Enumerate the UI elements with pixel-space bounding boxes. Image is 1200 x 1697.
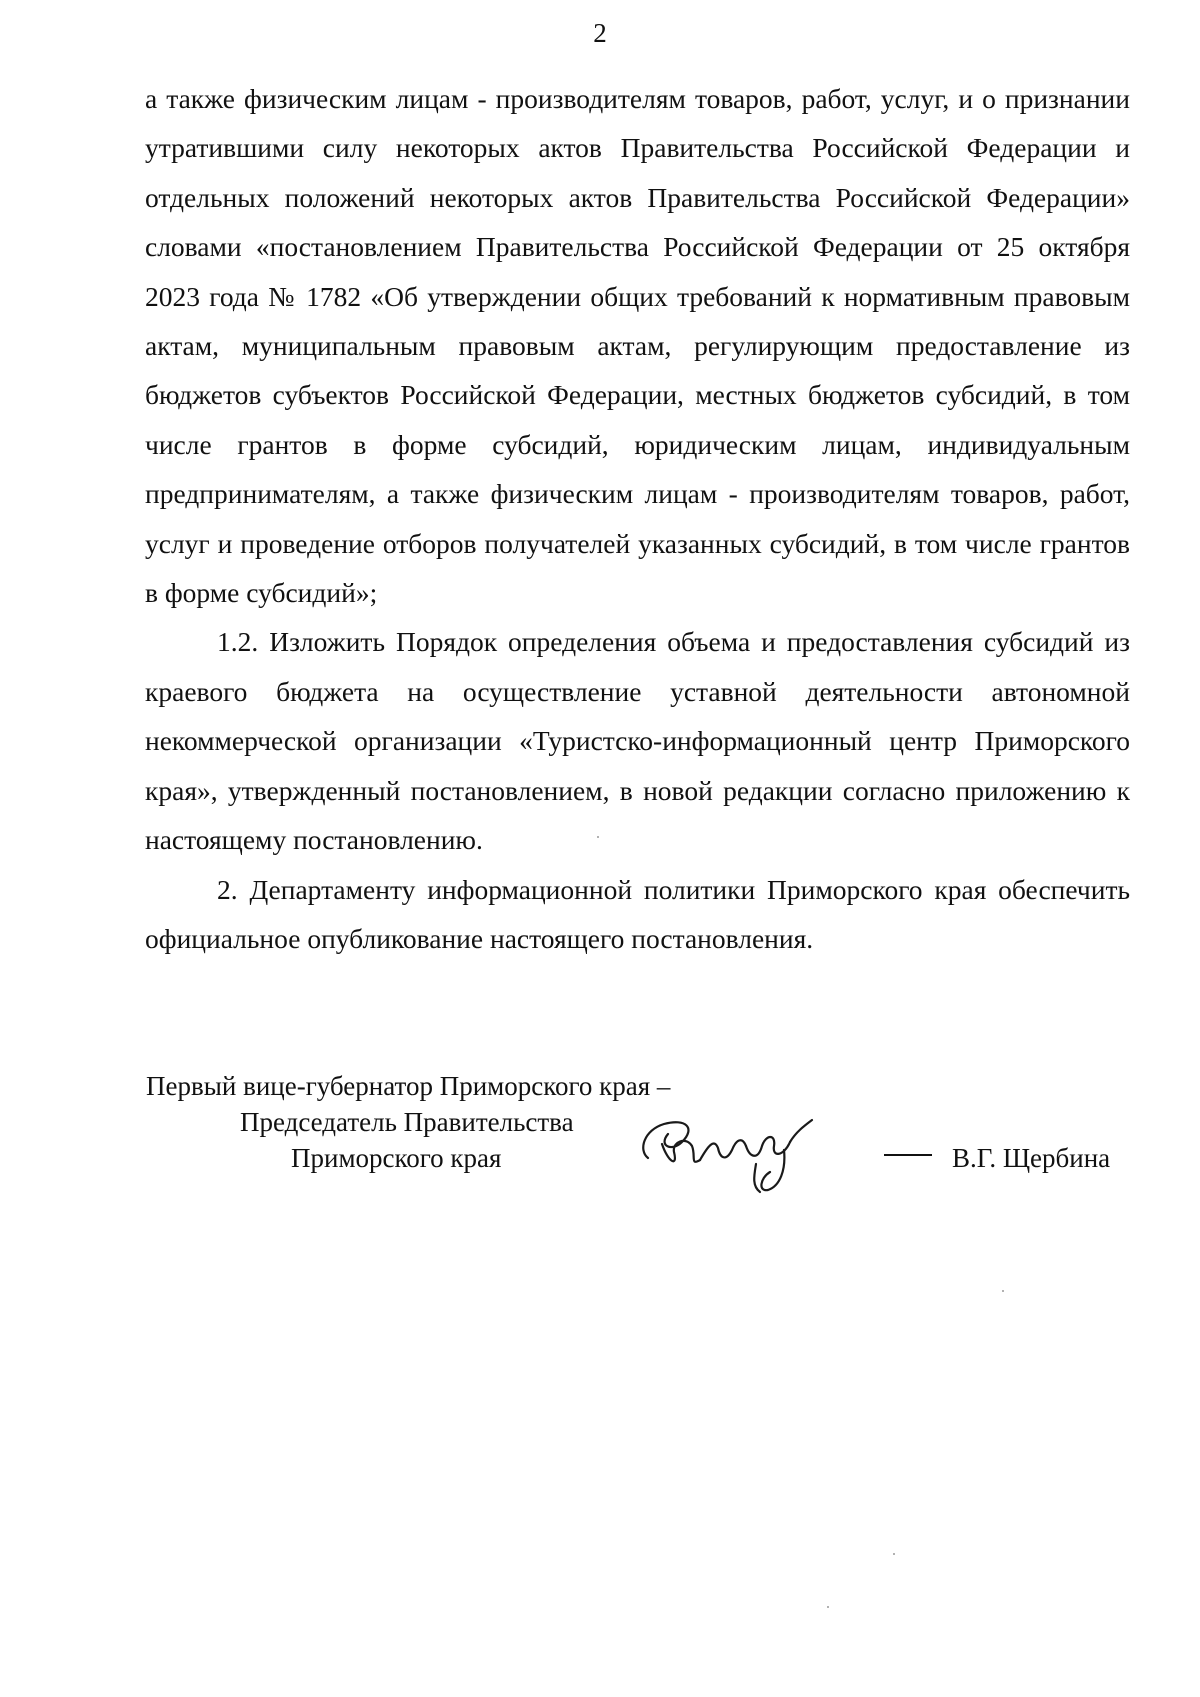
paragraph-continuation: а также физическим лицам - производителям товаров, работ, услуг, и о признании утратившими силу некоторых актов Правительства Российской Федерации и отдельных положений некоторых актов Правительства Российской Федерации» словами «постановлением Правительства Российской Федерации от 25 октября 2023 года № 1782 «Об утверждении общих требований к нормативным правовым актам, муниципальным правовым актам, регулирующим предоставление из бюджетов субъектов Российской Федерации, местных бюджетов субсидий, в том числе грантов в форме субсидий, юридическим лицам, индивидуальным предпринимателям, а также физическим лицам - производителям товаров, работ, услуг и проведение отборов получателей указанных субсидий, в том числе грантов в форме субсидий»; [145, 83, 1130, 609]
page-number: 2 [593, 18, 607, 48]
document-body [145, 74, 1130, 963]
handwritten-signature-icon [634, 1106, 824, 1196]
scan-speck [893, 1553, 895, 1555]
paragraph-item-2: 2. Департаменту информационной политики Приморского края обеспечить официальное опубликование настоящего постановления. [145, 873, 1130, 954]
scan-speck [827, 1606, 829, 1608]
signer-position-line-1: Первый вице-губернатор Приморского края – [146, 1071, 671, 1101]
signature-block [146, 1070, 1136, 1200]
signature-line [884, 1154, 932, 1156]
signer-position-line-3: Приморского края [291, 1143, 502, 1173]
signer-position-line-2: Председатель Правительства [240, 1107, 574, 1137]
scan-speck [597, 836, 599, 838]
scan-speck [1002, 1290, 1004, 1292]
paragraph-item-1-2: 1.2. Изложить Порядок определения объема и предоставления субсидий из краевого бюджета на осуществление уставной деятельности автономной некоммерческой организации «Туристско-информационный центр Приморского края», утвержденный постановлением, в новой редакции согласно приложению к настоящему постановлению. [145, 626, 1130, 856]
signer-name: В.Г. Щербина [952, 1143, 1111, 1173]
